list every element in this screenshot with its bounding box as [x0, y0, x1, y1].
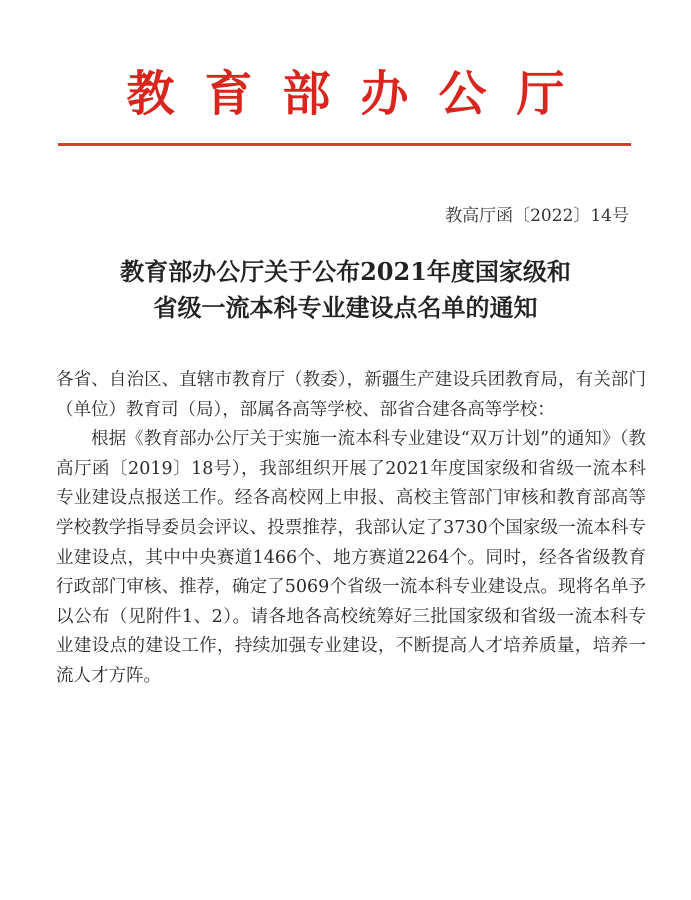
document-title-line-2: 省级一流本科专业建设点名单的通知 [153, 293, 538, 322]
document-title-line-1: 教育部办公厅关于公布2021年度国家级和 [120, 257, 571, 286]
previous-page-edge [6, 0, 686, 4]
document-number: 教高厅函〔2022〕14号 [445, 206, 629, 226]
body-paragraph: 根据《教育部办公厅关于实施一流本科专业建设“双万计划”的通知》（教高厅函〔2019〕18号），我部组织开展了2021年度国家级和省级一流本科专业建设点报送工作。经各高校网上申报、高校主管部门审核和教育部高等学校教学指导委员会评议、投票推荐，我部认定了3730个国家级一流本科专业建设点，其中中央赛道1466个、地方赛道2264个。同时，经各省级教育行政部门审核、推荐，确定了5069个省级一流本科专业建设点。现将名单予以公布（见附件1、2）。请各地各高校统筹好三批国家级和省级一流本科专业建设点的建设工作，持续加强专业建设，不断提高人才培养质量，培养一流人才方阵。 [56, 429, 646, 686]
document-body [56, 366, 646, 692]
issuer-masthead: 教育部办公厅 [126, 66, 595, 122]
red-separator-line [58, 143, 631, 146]
salutation: 各省、自治区、直辖市教育厅（教委），新疆生产建设兵团教育局，有关部门（单位）教育司（局），部属各高等学校、部省合建各高等学校： [56, 370, 646, 420]
